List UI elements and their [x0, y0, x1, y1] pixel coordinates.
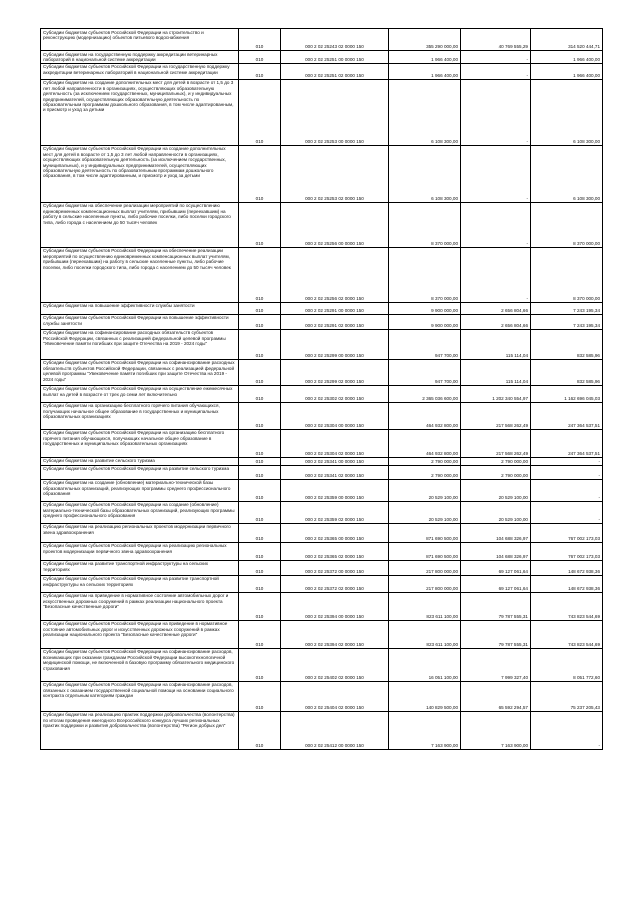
- row-remaining-amount: 247 364 537,51: [531, 402, 603, 429]
- table-row: [41, 329, 603, 359]
- row-remaining-amount: 148 672 938,36: [531, 575, 603, 592]
- row-approved-amount: 947 700,00: [389, 359, 461, 385]
- row-kbk: 000 2 02 25394 00 0000 150: [281, 592, 389, 620]
- table-row: [41, 592, 603, 620]
- table-row: [41, 314, 603, 329]
- row-approved-amount: 8 370 000,00: [389, 202, 461, 247]
- row-kbk: 000 2 02 25365 02 0000 150: [281, 542, 389, 560]
- row-kbk: 000 2 02 25359 00 0000 150: [281, 479, 389, 501]
- row-remaining-amount: 767 002 173,03: [531, 523, 603, 542]
- row-code: 010: [239, 575, 281, 592]
- table-row: [41, 402, 603, 429]
- row-remaining-amount: 314 520 444,71: [531, 29, 603, 51]
- row-approved-amount: 7 163 900,00: [389, 711, 461, 749]
- row-name: Субсидии бюджетам субъектов Российской Федерации на организацию бесплатного горячего питания обучающихся, получающих начальное общее образование в государственных и муниципальных образовательных организациях: [41, 429, 239, 457]
- row-code: 010: [239, 51, 281, 64]
- row-name: Субсидии бюджетам на реализацию региональных проектов модернизации первичного звена здравоохранения: [41, 523, 239, 542]
- row-approved-amount: 9 900 000,00: [389, 302, 461, 314]
- row-kbk: 000 2 02 25299 00 0000 150: [281, 329, 389, 359]
- row-executed-amount: -: [461, 145, 531, 202]
- row-executed-amount: 217 568 262,49: [461, 402, 531, 429]
- row-remaining-amount: 1 966 400,00: [531, 51, 603, 64]
- row-kbk: 000 2 02 25372 00 0000 150: [281, 560, 389, 575]
- row-remaining-amount: 8 051 772,60: [531, 648, 603, 681]
- row-name: Субсидии бюджетам субъектов Российской Федерации на софинансирование расходов, связанных с оказанием государственной социальной помощи на основании социального контракта отдельным категориям граждан: [41, 681, 239, 711]
- row-remaining-amount: 8 370 000,00: [531, 247, 603, 302]
- table-row: [41, 457, 603, 465]
- row-executed-amount: 104 688 326,97: [461, 542, 531, 560]
- row-name: Субсидии бюджетам на повышение эффективности службы занятости: [41, 302, 239, 314]
- row-approved-amount: 217 800 000,00: [389, 575, 461, 592]
- row-code: 010: [239, 542, 281, 560]
- row-executed-amount: 104 688 326,97: [461, 523, 531, 542]
- row-remaining-amount: 743 823 544,69: [531, 592, 603, 620]
- row-name: Субсидии бюджетам субъектов Российской Федерации на приведение в нормативное состояние автомобильных дорог и искусственных дорожных сооружений в рамках реализации национального проекта "Безопасные качественные дороги": [41, 620, 239, 648]
- row-name: Субсидии бюджетам субъектов Российской Федерации на развитие транспортной инфраструктуры на сельских территориях: [41, 575, 239, 592]
- row-remaining-amount: 1 162 696 045,03: [531, 385, 603, 402]
- table-row: [41, 29, 603, 51]
- row-kbk: 000 2 02 25299 02 0000 150: [281, 359, 389, 385]
- row-code: 010: [239, 560, 281, 575]
- row-remaining-amount: 1 966 400,00: [531, 63, 603, 79]
- row-kbk: 000 2 02 25404 02 0000 150: [281, 681, 389, 711]
- row-executed-amount: -: [461, 51, 531, 64]
- row-code: 010: [239, 681, 281, 711]
- row-remaining-amount: -: [531, 501, 603, 523]
- row-remaining-amount: 8 370 000,00: [531, 202, 603, 247]
- row-name: Субсидии бюджетам субъектов Российской Федерации на софинансирование расходных обязательств субъектов Российской Федерации, связанных с реализацией федеральной целевой программы "Увековечение памяти погибших при защите Отечества на 2019 - 2024 годы": [41, 359, 239, 385]
- row-executed-amount: 2 656 804,66: [461, 314, 531, 329]
- row-approved-amount: 2 365 036 600,00: [389, 385, 461, 402]
- row-approved-amount: 823 611 100,00: [389, 592, 461, 620]
- row-name: Субсидии бюджетам на государственную поддержку аккредитации ветеринарных лабораторий в национальной системе аккредитации: [41, 51, 239, 64]
- row-name: Субсидии бюджетам субъектов Российской Федерации на государственную поддержку аккредитации ветеринарных лабораторий в национальной системе аккредитации: [41, 63, 239, 79]
- row-kbk: 000 2 02 25291 02 0000 150: [281, 314, 389, 329]
- row-executed-amount: 7 999 327,40: [461, 648, 531, 681]
- row-remaining-amount: 247 364 537,51: [531, 429, 603, 457]
- row-approved-amount: 947 700,00: [389, 329, 461, 359]
- row-remaining-amount: 743 823 544,69: [531, 620, 603, 648]
- row-kbk: 000 2 02 25372 02 0000 150: [281, 575, 389, 592]
- row-name: Субсидии бюджетам на софинансирование расходных обязательств субъектов Российской Федерации, связанных с реализацией федеральной целевой программы "Увековечение памяти погибших при защите Отечества на 2019 - 2024 годы": [41, 329, 239, 359]
- row-executed-amount: 79 787 555,31: [461, 620, 531, 648]
- row-code: 010: [239, 359, 281, 385]
- row-approved-amount: 1 966 400,00: [389, 51, 461, 64]
- table-row: [41, 247, 603, 302]
- row-code: 010: [239, 711, 281, 749]
- row-kbk: 000 2 02 25251 02 0000 150: [281, 63, 389, 79]
- row-executed-amount: 217 568 262,49: [461, 429, 531, 457]
- row-name: Субсидии бюджетам на создание дополнительных мест для детей в возрасте от 1,5 до 3 лет любой направленности в организациях, осуществляющих образовательную деятельность (за исключением государственных, муниципальных), и у индивидуальных предпринимателей, осуществляющих образовательную деятельность по образовательным программам дошкольного образования, в том числе адаптированным, и присмотр и уход за детьми: [41, 79, 239, 145]
- table-row: [41, 145, 603, 202]
- budget-table-sheet: [40, 28, 602, 750]
- row-kbk: 000 2 02 25253 00 0000 150: [281, 79, 389, 145]
- budget-execution-table: [40, 28, 603, 750]
- row-code: 010: [239, 302, 281, 314]
- table-row: [41, 542, 603, 560]
- row-executed-amount: -: [461, 79, 531, 145]
- row-remaining-amount: 6 108 300,00: [531, 79, 603, 145]
- row-remaining-amount: -: [531, 711, 603, 749]
- row-approved-amount: 16 051 100,00: [389, 648, 461, 681]
- row-code: 010: [239, 402, 281, 429]
- row-approved-amount: 1 966 400,00: [389, 63, 461, 79]
- row-executed-amount: 79 787 555,31: [461, 592, 531, 620]
- row-code: 010: [239, 247, 281, 302]
- row-executed-amount: 2 790 000,00: [461, 457, 531, 465]
- row-approved-amount: 355 290 000,00: [389, 29, 461, 51]
- row-code: 010: [239, 79, 281, 145]
- table-row: [41, 63, 603, 79]
- row-approved-amount: 6 108 300,00: [389, 79, 461, 145]
- row-executed-amount: 2 790 000,00: [461, 465, 531, 479]
- table-row: [41, 465, 603, 479]
- row-kbk: 000 2 02 25304 02 0000 150: [281, 429, 389, 457]
- row-executed-amount: 69 127 061,64: [461, 560, 531, 575]
- row-code: 010: [239, 29, 281, 51]
- row-approved-amount: 20 529 100,00: [389, 479, 461, 501]
- row-code: 010: [239, 501, 281, 523]
- table-row: [41, 523, 603, 542]
- table-row: [41, 429, 603, 457]
- row-kbk: 000 2 02 25253 02 0000 150: [281, 145, 389, 202]
- row-name: Субсидии бюджетам на организацию бесплатного горячего питания обучающихся, получающих начальное общее образование в государственных и муниципальных образовательных организациях: [41, 402, 239, 429]
- row-executed-amount: 20 529 100,00: [461, 501, 531, 523]
- row-kbk: 000 2 02 25302 02 0000 150: [281, 385, 389, 402]
- row-kbk: 000 2 02 25341 00 0000 150: [281, 457, 389, 465]
- table-body: [41, 29, 603, 750]
- row-name: Субсидии бюджетам на обеспечение реализации мероприятий по осуществлению единовременных компенсационных выплат учителям, прибывшим (переехавшим) на работу в сельские населенные пункты, либо рабочие поселки, либо поселки городского типа, либо города с населением до 50 тысяч человек: [41, 202, 239, 247]
- row-remaining-amount: 75 237 205,43: [531, 681, 603, 711]
- row-kbk: 000 2 02 25304 00 0000 150: [281, 402, 389, 429]
- row-code: 010: [239, 385, 281, 402]
- row-code: 010: [239, 429, 281, 457]
- row-name: Субсидии бюджетам субъектов Российской Федерации на создание (обновление) материально-технической базы образовательных организаций, реализующих программы среднего профессионального образования: [41, 501, 239, 523]
- row-code: 010: [239, 523, 281, 542]
- row-name: Субсидии бюджетам на развитие сельского туризма: [41, 457, 239, 465]
- row-executed-amount: 7 163 900,00: [461, 711, 531, 749]
- table-row: [41, 302, 603, 314]
- row-executed-amount: 115 114,04: [461, 329, 531, 359]
- row-executed-amount: 40 769 555,29: [461, 29, 531, 51]
- row-executed-amount: 1 202 340 554,97: [461, 385, 531, 402]
- table-row: [41, 202, 603, 247]
- row-kbk: 000 2 02 25251 00 0000 150: [281, 51, 389, 64]
- row-approved-amount: 20 529 100,00: [389, 501, 461, 523]
- row-name: Субсидии бюджетам субъектов Российской Федерации на строительство и реконструкцию (модернизацию) объектов питьевого водоснабжения: [41, 29, 239, 51]
- row-approved-amount: 871 690 500,00: [389, 523, 461, 542]
- table-row: [41, 501, 603, 523]
- row-remaining-amount: -: [531, 465, 603, 479]
- row-kbk: 000 2 02 25365 00 0000 150: [281, 523, 389, 542]
- table-row: [41, 479, 603, 501]
- table-row: [41, 560, 603, 575]
- row-remaining-amount: -: [531, 457, 603, 465]
- row-name: Субсидии бюджетам субъектов Российской Федерации на обеспечение реализации мероприятий по осуществлению единовременных компенсационных выплат учителям, прибывшим (переехавшим) на работу в сельские населенные пункты, либо рабочие поселки, либо поселки городского типа, либо города с населением до 50 тысяч человек: [41, 247, 239, 302]
- row-name: Субсидии бюджетам субъектов Российской Федерации на повышение эффективности службы занятости: [41, 314, 239, 329]
- row-name: Субсидии бюджетам на реализацию практик поддержки добровольчества (волонтерства) по итогам проведения ежегодного Всероссийского конкурса лучших региональных практик поддержки и развития добровольчества (волонтерства) "Регион добрых дел": [41, 711, 239, 749]
- row-code: 010: [239, 63, 281, 79]
- row-kbk: 000 2 02 25359 02 0000 150: [281, 501, 389, 523]
- table-row: [41, 620, 603, 648]
- row-name: Субсидии бюджетам субъектов Российской Федерации на софинансирование расходов, возникающих при оказании гражданам Российской Федерации высокотехнологичной медицинской помощи, не включенной в базовую программу обязательного медицинского страхования: [41, 648, 239, 681]
- row-name: Субсидии бюджетам субъектов Российской Федерации на реализацию региональных проектов модернизации первичного звена здравоохранения: [41, 542, 239, 560]
- row-approved-amount: 2 790 000,00: [389, 465, 461, 479]
- table-row: [41, 385, 603, 402]
- row-remaining-amount: -: [531, 479, 603, 501]
- row-approved-amount: 6 108 300,00: [389, 145, 461, 202]
- table-row: [41, 79, 603, 145]
- table-row: [41, 711, 603, 749]
- row-code: 010: [239, 329, 281, 359]
- row-code: 010: [239, 592, 281, 620]
- row-code: 010: [239, 479, 281, 501]
- row-kbk: 000 2 02 25402 02 0000 150: [281, 648, 389, 681]
- row-name: Субсидии бюджетам на приведение в нормативное состояние автомобильных дорог и искусственных дорожных сооружений в рамках реализации национального проекта "Безопасные качественные дороги": [41, 592, 239, 620]
- row-executed-amount: -: [461, 202, 531, 247]
- row-code: 010: [239, 648, 281, 681]
- row-remaining-amount: 7 243 195,34: [531, 314, 603, 329]
- row-approved-amount: 140 829 500,00: [389, 681, 461, 711]
- row-approved-amount: 823 611 100,00: [389, 620, 461, 648]
- row-executed-amount: 69 127 061,64: [461, 575, 531, 592]
- row-name: Субсидии бюджетам на развитие транспортной инфраструктуры на сельских территориях: [41, 560, 239, 575]
- row-code: 010: [239, 145, 281, 202]
- row-executed-amount: -: [461, 63, 531, 79]
- row-name: Субсидии бюджетам субъектов Российской Федерации на осуществление ежемесячных выплат на детей в возрасте от трех до семи лет включительно: [41, 385, 239, 402]
- row-kbk: 000 2 02 25256 02 0000 150: [281, 247, 389, 302]
- row-kbk: 000 2 02 25243 02 0000 150: [281, 29, 389, 51]
- row-remaining-amount: 6 108 300,00: [531, 145, 603, 202]
- row-remaining-amount: 7 243 195,34: [531, 302, 603, 314]
- table-row: [41, 681, 603, 711]
- row-remaining-amount: 832 585,96: [531, 329, 603, 359]
- row-executed-amount: 2 656 804,66: [461, 302, 531, 314]
- row-approved-amount: 464 932 800,00: [389, 429, 461, 457]
- row-approved-amount: 464 932 800,00: [389, 402, 461, 429]
- row-executed-amount: -: [461, 247, 531, 302]
- row-approved-amount: 9 900 000,00: [389, 314, 461, 329]
- row-approved-amount: 2 790 000,00: [389, 457, 461, 465]
- row-name: Субсидии бюджетам субъектов Российской Федерации на создание дополнительных мест для детей в возрасте от 1,5 до 3 лет любой направленности в организациях, осуществляющих образовательную деятельность (за исключением государственных, муниципальных), и у индивидуальных предпринимателей, осуществляющих образовательную деятельность по образовательным программам дошкольного образования, в том числе адаптированным, и присмотр и уход за детьми: [41, 145, 239, 202]
- row-code: 010: [239, 314, 281, 329]
- row-kbk: 000 2 02 25394 02 0000 150: [281, 620, 389, 648]
- row-name: Субсидии бюджетам субъектов Российской Федерации на развитие сельского туризма: [41, 465, 239, 479]
- row-code: 010: [239, 465, 281, 479]
- row-code: 010: [239, 202, 281, 247]
- row-approved-amount: 871 690 500,00: [389, 542, 461, 560]
- row-remaining-amount: 767 002 173,03: [531, 542, 603, 560]
- row-executed-amount: 20 529 100,00: [461, 479, 531, 501]
- row-kbk: 000 2 02 25291 00 0000 150: [281, 302, 389, 314]
- row-name: Субсидии бюджетам на создание (обновление) материально-технической базы образовательных организаций, реализующих программы среднего профессионального образования: [41, 479, 239, 501]
- row-approved-amount: 217 800 000,00: [389, 560, 461, 575]
- table-row: [41, 359, 603, 385]
- row-executed-amount: 115 114,04: [461, 359, 531, 385]
- row-code: 010: [239, 620, 281, 648]
- table-row: [41, 575, 603, 592]
- row-code: 010: [239, 457, 281, 465]
- row-kbk: 000 2 02 25256 00 0000 150: [281, 202, 389, 247]
- row-kbk: 000 2 02 25412 00 0000 150: [281, 711, 389, 749]
- table-row: [41, 648, 603, 681]
- row-executed-amount: 65 592 294,57: [461, 681, 531, 711]
- row-approved-amount: 8 370 000,00: [389, 247, 461, 302]
- table-row: [41, 51, 603, 64]
- row-remaining-amount: 832 585,96: [531, 359, 603, 385]
- row-remaining-amount: 148 672 938,36: [531, 560, 603, 575]
- row-kbk: 000 2 02 25341 02 0000 150: [281, 465, 389, 479]
